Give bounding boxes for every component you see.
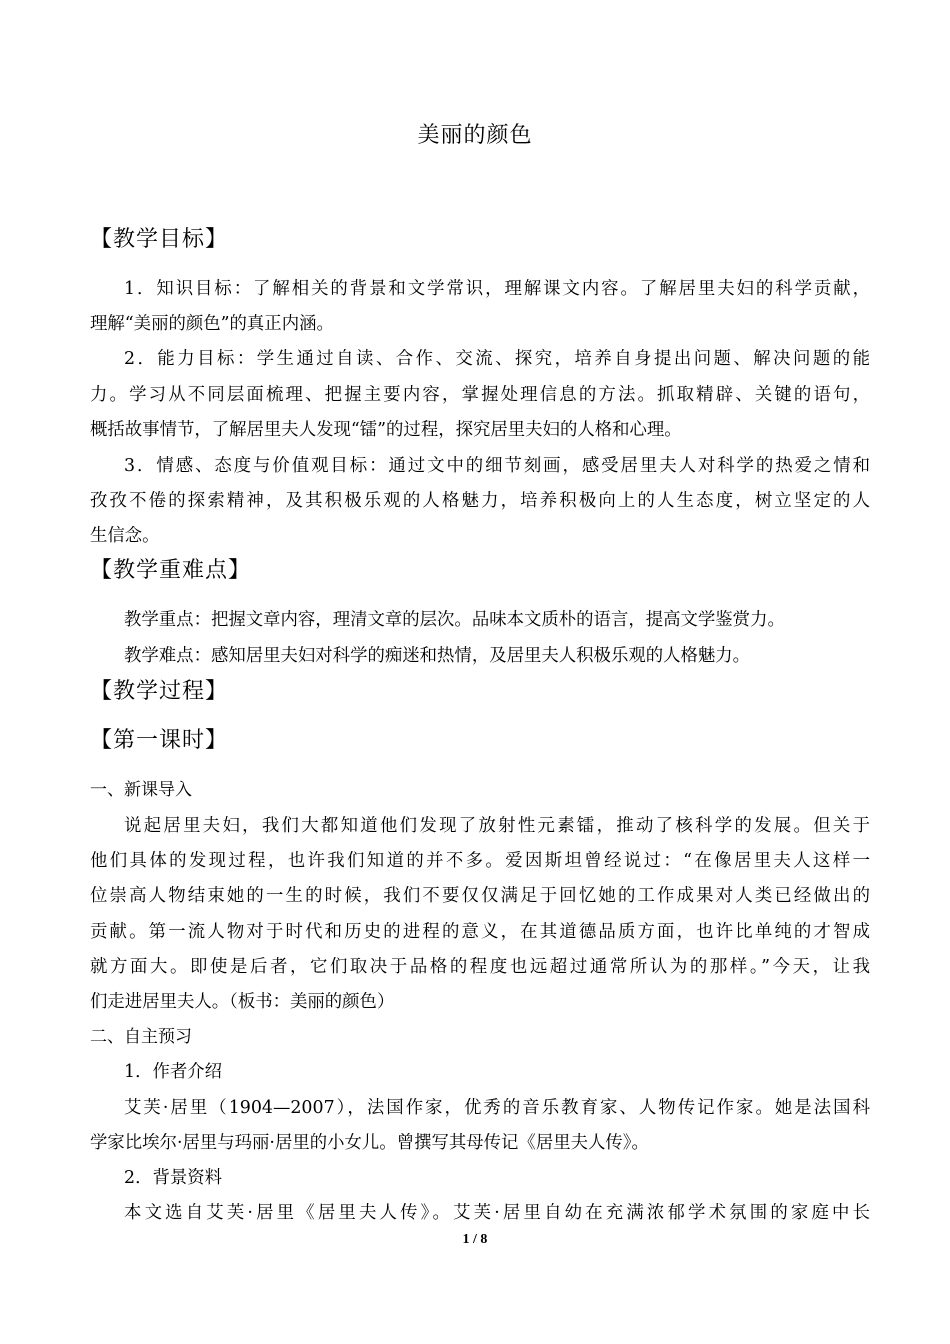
- background-line: 本文选自艾芙·居里《居里夫人传》。艾芙·居里自幼在充满浓郁学术氛围的家庭中长: [124, 1203, 870, 1223]
- heading-goals: 【教学目标】: [90, 227, 229, 252]
- key-point-line: 教学重点：把握文章内容，理清文章的层次。品味本文质朴的语言，提高文学鉴赏力。: [124, 610, 785, 630]
- section-title: 一、新课导入: [90, 780, 192, 800]
- goal-line: 孜孜不倦的探索精神，及其积极乐观的人格魅力，培养积极向上的人生态度，树立坚定的人: [90, 491, 870, 511]
- goal-line: 2．能力目标：学生通过自读、合作、交流、探究，培养自身提出问题、解决问题的能: [124, 349, 870, 369]
- goal-line: 3．情感、态度与价值观目标：通过文中的细节刻画，感受居里夫人对科学的热爱之情和: [124, 456, 870, 476]
- intro-line: 就方面大。即使是后者，它们取决于品格的程度也远超过通常所认为的那样。”今天，让我: [90, 957, 870, 977]
- intro-line: 贡献。第一流人物对于时代和历史的进程的意义，在其道德品质方面，也许比单纯的才智成: [90, 922, 870, 942]
- page-number: 1 / 8: [462, 1232, 488, 1247]
- subsection-title: 2．背景资料: [124, 1168, 223, 1188]
- intro-line: 们走进居里夫人。（板书：美丽的颜色）: [90, 992, 395, 1012]
- section-title: 二、自主预习: [90, 1027, 192, 1047]
- key-point-line: 教学难点：感知居里夫妇对科学的痴迷和热情，及居里夫人积极乐观的人格魅力。: [124, 646, 751, 666]
- goal-line: 1．知识目标：了解相关的背景和文学常识，理解课文内容。了解居里夫妇的科学贡献，: [124, 279, 870, 299]
- intro-line: 他们具体的发现过程，也许我们知道的并不多。爱因斯坦曾经说过：“在像居里夫人这样一: [90, 851, 870, 871]
- goal-line: 生信念。: [90, 526, 160, 546]
- intro-line: 位崇高人物结束她的一生的时候，我们不要仅仅满足于回忆她的工作成果对人类已经做出的: [90, 886, 870, 906]
- heading-first-lesson: 【第一课时】: [90, 728, 229, 753]
- goal-line: 力。学习从不同层面梳理、把握主要内容，掌握处理信息的方法。抓取精辟、关键的语句，: [90, 385, 870, 405]
- page-title: 美丽的颜色: [417, 123, 533, 148]
- intro-line: 说起居里夫妇，我们大都知道他们发现了放射性元素镭，推动了核科学的发展。但关于: [124, 816, 870, 836]
- subsection-title: 1．作者介绍: [124, 1062, 223, 1082]
- heading-key-points: 【教学重难点】: [90, 558, 252, 583]
- goal-line: 概括故事情节，了解居里夫人发现“镭”的过程，探究居里夫妇的人格和心理。: [90, 420, 682, 440]
- author-line: 艾芙·居里（1904—2007），法国作家，优秀的音乐教育家、人物传记作家。她是法国科: [124, 1098, 870, 1118]
- author-line: 学家比埃尔·居里与玛丽·居里的小女儿。曾撰写其母传记《居里夫人传》。: [90, 1133, 649, 1153]
- heading-process: 【教学过程】: [90, 679, 229, 704]
- goal-line: 理解“美丽的颜色”的真正内涵。: [90, 314, 334, 334]
